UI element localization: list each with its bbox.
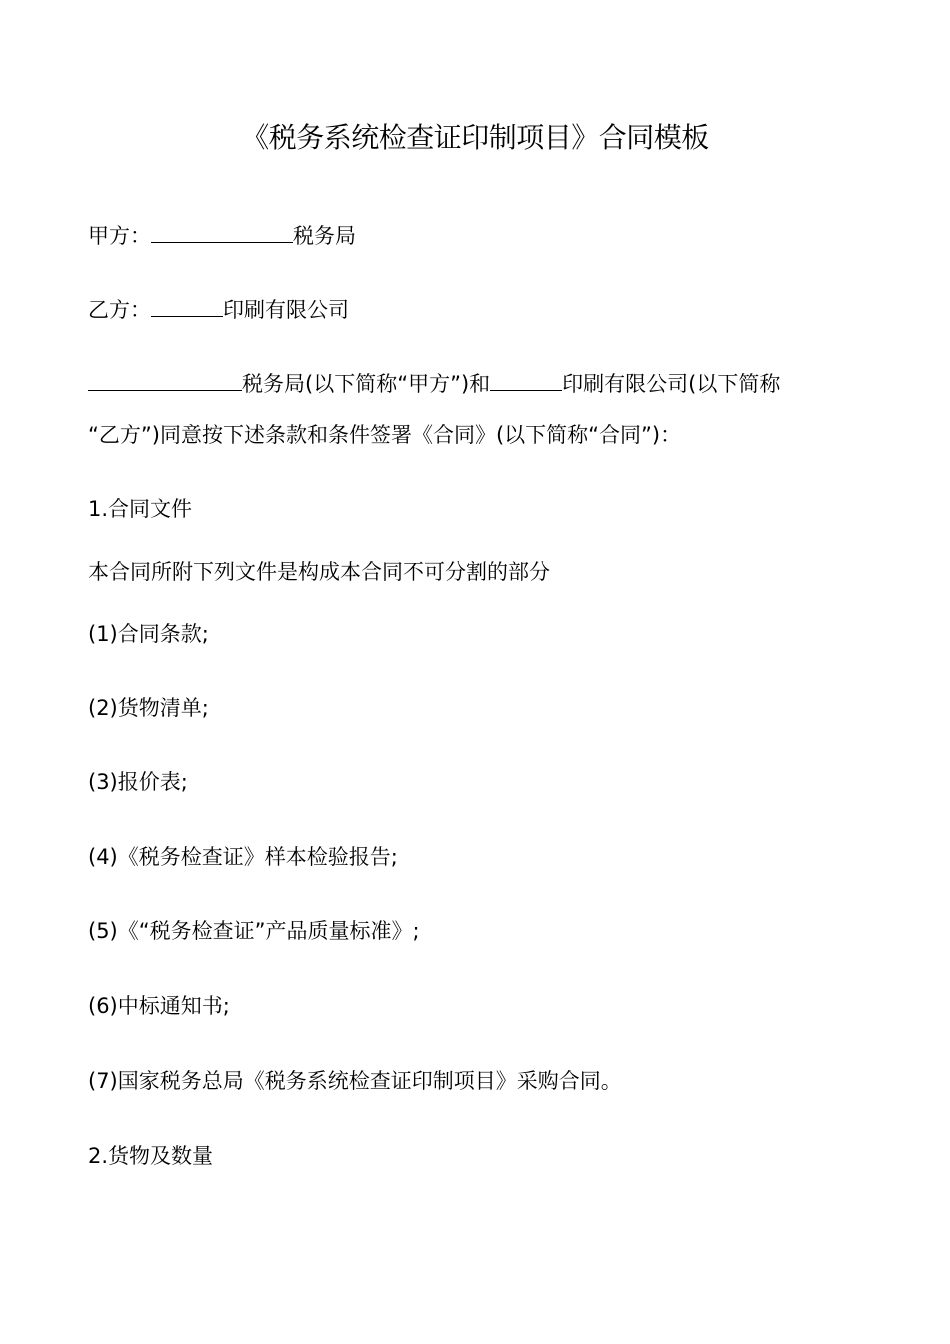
intro-line-1 bbox=[88, 368, 780, 399]
list-item: (5)《“税务检查证”产品质量标准》; bbox=[88, 919, 420, 943]
section-1-intro: 本合同所附下列文件是构成本合同不可分割的部分 bbox=[88, 560, 550, 584]
intro-part-2: 印刷有限公司(以下简称 bbox=[562, 372, 781, 396]
intro-blank-a bbox=[88, 368, 242, 391]
party-b-suffix: 印刷有限公司 bbox=[223, 298, 349, 322]
section-1-heading: 1.合同文件 bbox=[88, 497, 193, 521]
party-b-line bbox=[88, 294, 349, 325]
list-item: (4)《税务检查证》样本检验报告; bbox=[88, 845, 398, 869]
list-item: (6)中标通知书; bbox=[88, 994, 230, 1018]
intro-part-1: 税务局(以下简称“甲方”)和 bbox=[242, 372, 491, 396]
party-a-line bbox=[88, 220, 356, 251]
document-title: 《税务系统检查证印制项目》合同模板 bbox=[241, 121, 709, 154]
list-item: (2)货物清单; bbox=[88, 696, 209, 720]
intro-line-2: “乙方”)同意按下述条款和条件签署《合同》(以下简称“合同”)： bbox=[88, 423, 682, 447]
party-b-label: 乙方： bbox=[88, 298, 151, 322]
party-a-blank bbox=[151, 220, 293, 243]
party-a-label: 甲方： bbox=[88, 224, 151, 248]
party-b-blank bbox=[151, 294, 223, 317]
party-a-suffix: 税务局 bbox=[293, 224, 356, 248]
section-2-heading: 2.货物及数量 bbox=[88, 1144, 214, 1168]
list-item: (3)报价表; bbox=[88, 770, 188, 794]
list-item: (7)国家税务总局《税务系统检查证印制项目》采购合同。 bbox=[88, 1069, 622, 1093]
list-item: (1)合同条款; bbox=[88, 622, 209, 646]
intro-blank-b bbox=[490, 368, 562, 391]
